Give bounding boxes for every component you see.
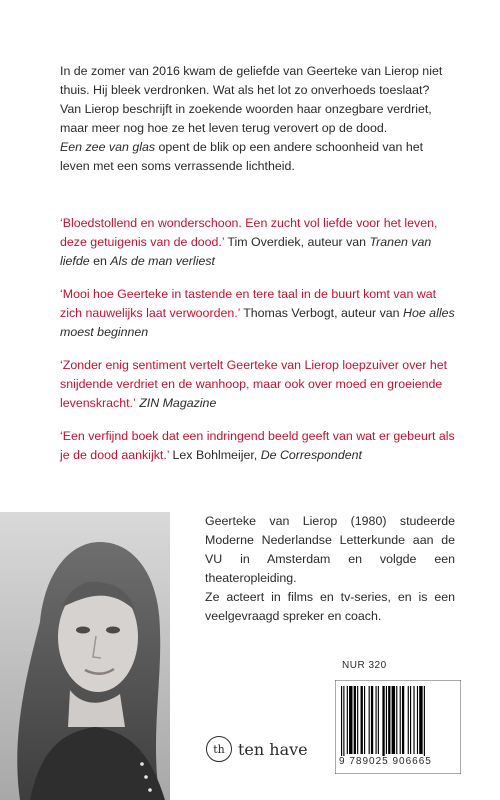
- quote-work: Tranen van liefde: [60, 235, 432, 268]
- blurb-paragraph-2: Van Lierop beschrijft in zoekende woorden haar onzegbare verdriet, maar meer nog hoe ze het leven terug verovert op de dood.: [60, 102, 432, 135]
- blurb-paragraph-1: In de zomer van 2016 kwam de geliefde van Geerteke van Lierop niet thuis. Hij bleek verdronken. Wat als het lot zo onverhoeds toeslaat?: [60, 64, 443, 97]
- barcode-bar: [364, 686, 365, 754]
- blurb-paragraph-3: [60, 138, 455, 176]
- publisher-logo: [206, 736, 308, 762]
- barcode-bar: [402, 686, 404, 754]
- barcode-bar: [382, 686, 384, 760]
- quote-author: Lex Bohlmeijer,: [169, 448, 261, 462]
- author-photo-illustration: [0, 512, 170, 800]
- quote-3: [60, 356, 455, 413]
- quote-text: ‘Bloedstollend en wonderschoon. Een zucht vol liefde voor het leven, deze getuigenis van de dood.’: [60, 216, 438, 249]
- author-photo: [0, 512, 170, 800]
- quote-text: ‘Zonder enig sentiment vertelt Geerteke van Lierop loepzuiver over het snijdende verdriet en de wanhoop, maar ook over moed en groeiende levenskracht.’: [60, 358, 448, 410]
- quote-work: ZIN Magazine: [135, 396, 217, 410]
- quote-1: [60, 214, 455, 271]
- quote-2: [60, 285, 455, 342]
- book-title: Een zee van glas: [60, 140, 156, 154]
- isbn-number: 9 789025 906665: [339, 756, 432, 767]
- quote-text: ‘Mooi hoe Geerteke in tastende en tere taal in de buurt komt van wat zich nauwelijks laat verwoorden.’: [60, 287, 437, 320]
- blurb-paragraph-3-rest: opent de blik op een andere schoonheid van het leven met een soms verrassende lichtheid.: [60, 140, 424, 173]
- quote-work: Hoe alles moest beginnen: [60, 306, 455, 339]
- quote-work: De Correspondent: [260, 448, 362, 462]
- quote-connector: en: [89, 254, 111, 268]
- quote-text: ‘Een verfijnd boek dat een indringend beeld geeft van wat er gebeurt als je de dood aankijkt.’: [60, 429, 455, 462]
- barcode-bar: [378, 686, 379, 754]
- bio-paragraph-2: Ze acteert in films en tv-series, en is een veelgevraagd spreker en coach.: [205, 590, 455, 623]
- publisher-mark-icon: th: [206, 736, 232, 762]
- barcode-bar: [349, 686, 352, 754]
- barcode-bar: [369, 686, 370, 754]
- barcode-bar: [424, 686, 425, 760]
- barcode-bar: [376, 686, 377, 754]
- barcode-bar: [392, 686, 395, 754]
- barcode-bar: [417, 686, 418, 754]
- publisher-name: ten have: [238, 739, 308, 759]
- blurb: [60, 62, 455, 176]
- quote-author: Tim Overdiek, auteur van: [224, 235, 370, 249]
- nur-code: NUR 320: [342, 660, 387, 671]
- quote-4: [60, 427, 455, 465]
- barcode-bar: [413, 686, 414, 754]
- barcode-bar: [419, 686, 422, 754]
- quotes: [60, 214, 455, 479]
- barcode-bar: [357, 686, 358, 754]
- barcode-bar: [354, 686, 356, 754]
- barcode-bar: [408, 686, 409, 754]
- author-bio: [205, 512, 455, 626]
- barcode-bar: [388, 686, 390, 754]
- barcode-bar: [347, 686, 348, 754]
- barcode-bar: [371, 686, 373, 754]
- barcode-bar: [341, 686, 342, 760]
- barcode-bar: [396, 686, 397, 754]
- barcode-bar: [361, 686, 363, 754]
- quote-author: Thomas Verbogt, auteur van: [239, 306, 403, 320]
- barcode-bar: [410, 686, 411, 754]
- quote-work: Als de man verliest: [110, 254, 215, 268]
- barcode-bar: [400, 686, 401, 754]
- bio-paragraph-1: Geerteke van Lierop (1980) studeerde Moderne Nederlandse Letterkunde aan de VU in Amsterdam en volgde een theateropleiding.: [205, 514, 455, 585]
- barcode-bar: [386, 686, 387, 754]
- barcode-bar: [343, 686, 344, 760]
